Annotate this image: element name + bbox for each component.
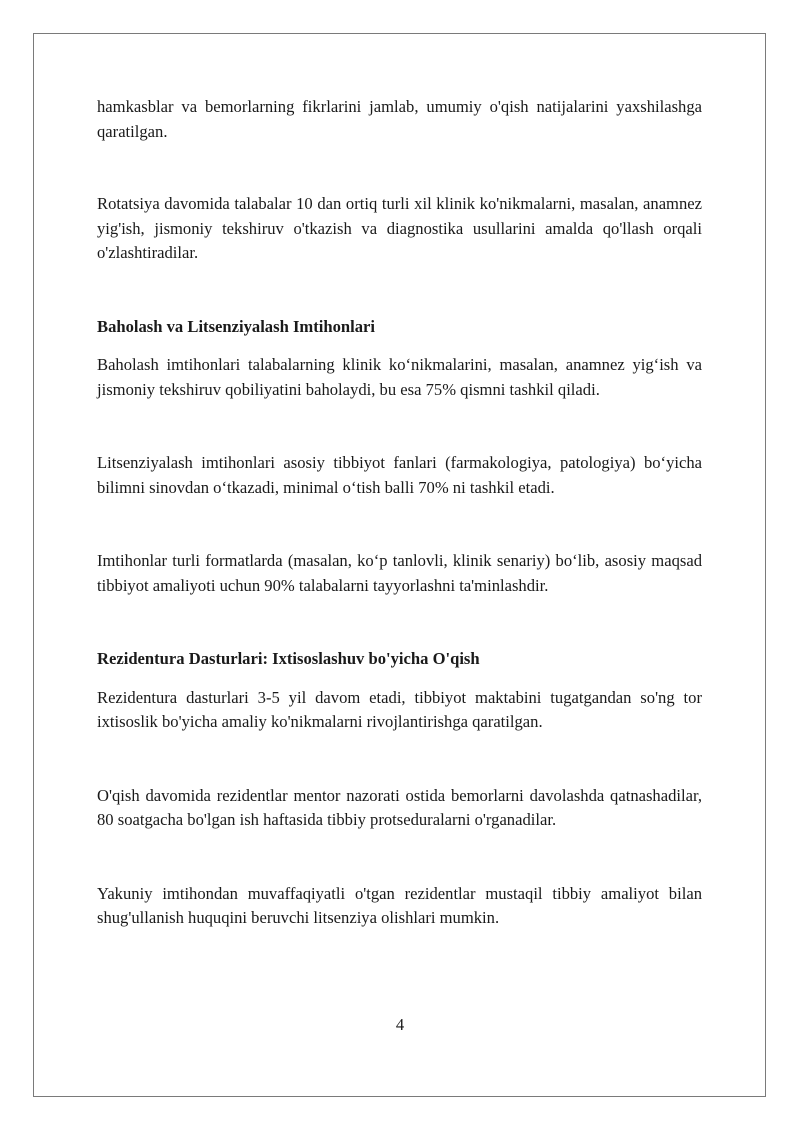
paragraph: Yakuniy imtihondan muvaffaqiyatli o'tgan rezidentlar mustaqil tibbiy amaliyot bilan shug'ullanish huquqini beruvchi litsenziya olishlari mumkin. [97,883,702,927]
paragraph: O'qish davomida rezidentlar mentor nazorati ostida bemorlarni davolashda qatnashadilar, 80 soatgacha bo'lgan ish haftasida tibbiy protseduralarni o'rganadilar. [97,785,702,829]
paragraph: Imtihonlar turli formatlarda (masalan, ko‘p tanlovli, klinik senariy) bo‘lib, asosiy maqsad tibbiyot amaliyoti uchun 90% talabalarni tayyorlashni ta'minlashdir. [97,551,702,595]
paragraph: Litsenziyalash imtihonlari asosiy tibbiyot fanlari (farmakologiya, patologiya) bo‘yicha bilimni sinovdan o‘tkazadi, minimal o‘tish balli 70% ni tashkil etadi. [97,453,702,497]
document-body [97,95,702,931]
paragraph: Rotatsiya davomida talabalar 10 dan ortiq turli xil klinik ko'nikmalarni, masalan, anamnez yig'ish, jismoniy tekshiruv o'tkazish va diagnostika usullarini amalda qo'llash orqali o'zlashtiradilar. [97,194,702,262]
section-heading: Baholash va Litsenziyalash Imtihonlari [97,316,375,336]
paragraph: Rezidentura dasturlari 3-5 yil davom etadi, tibbiyot maktabini tugatgandan so'ng tor ixtisoslik bo'yicha amaliy ko'nikmalarni rivojlantirishga qaratilgan. [97,687,702,731]
section-heading: Rezidentura Dasturlari: Ixtisoslashuv bo'yicha O'qish [97,649,480,668]
page-number: 4 [395,1015,405,1034]
paragraph: hamkasblar va bemorlarning fikrlarini jamlab, umumiy o'qish natijalarini yaxshilashga qaratilgan. [97,97,702,141]
paragraph: Baholash imtihonlari talabalarning klinik ko‘nikmalarini, masalan, anamnez yig‘ish va jismoniy tekshiruv qobiliyatini baholaydi, bu esa 75% qismni tashkil qiladi. [97,355,702,399]
